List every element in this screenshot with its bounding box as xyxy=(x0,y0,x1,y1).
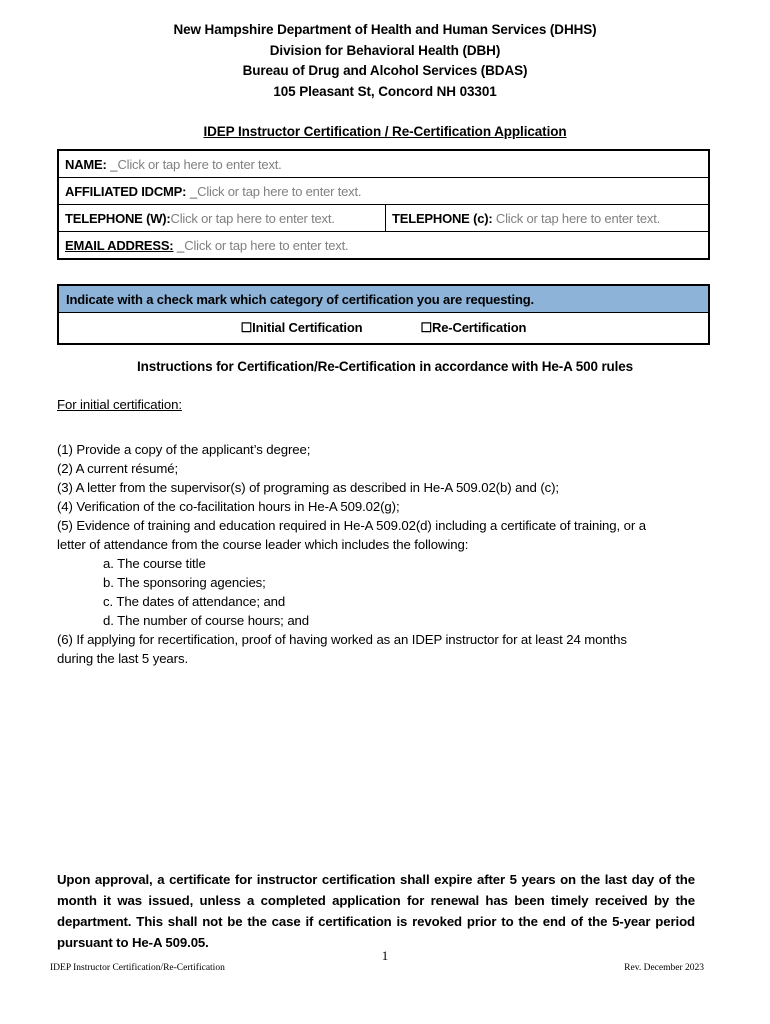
instruction-item-6-continued: during the last 5 years. xyxy=(57,651,189,666)
field-value-affiliated-idcmp: Click or tap here to enter text. xyxy=(197,183,362,199)
field-label-telephone-cell: TELEPHONE (c): xyxy=(392,210,493,226)
closing-paragraph: Upon approval, a certificate for instructor certification shall expire after 5 years on the last day of the month it was issued, unless a completed application for renewal has been timely received by the department. This shall not be the case if certification is revoked prior to the end of the 5-year period pursuant to He-A 509.05. xyxy=(57,872,695,950)
document-footer xyxy=(50,963,704,973)
document-header xyxy=(0,0,770,102)
instruction-subitem-c: c. The dates of attendance; and xyxy=(103,594,286,609)
table-row xyxy=(58,285,709,313)
agency-line-1: New Hampshire Department of Health and Human Services (DHHS) xyxy=(173,22,597,37)
instructions-heading: Instructions for Certification/Re-Certification in accordance with He-A 500 rules xyxy=(137,359,633,374)
category-banner: Indicate with a check mark which category of certification you are requesting. xyxy=(58,285,709,313)
instruction-item-5: (5) Evidence of training and education required in He-A 509.02(d) including a certificate of training, or a xyxy=(57,518,646,533)
instruction-item-2: (2) A current résumé; xyxy=(57,461,179,476)
table-row xyxy=(58,150,709,178)
agency-line-2: Division for Behavioral Health (DBH) xyxy=(269,42,501,58)
footer-right-text: Rev. December 2023 xyxy=(624,963,704,973)
agency-address: 105 Pleasant St, Concord NH 03301 xyxy=(273,83,497,99)
checkbox-label-initial-certification: Initial Certification xyxy=(252,320,363,335)
instruction-subitem-d: d. The number of course hours; and xyxy=(103,613,310,628)
field-label-email-address: EMAIL ADDRESS: xyxy=(65,237,174,253)
instruction-item-6: (6) If applying for recertification, proof of having worked as an IDEP instructor for at least 24 months xyxy=(57,632,627,647)
instruction-item-4: (4) Verification of the co-facilitation hours in He-A 509.02(g); xyxy=(57,499,400,514)
field-label-name: NAME: xyxy=(65,156,107,172)
checkbox-icon[interactable]: ☐ xyxy=(240,320,253,335)
page-title-text: IDEP Instructor Certification / Re-Certification Application xyxy=(203,124,567,139)
field-telephone-work[interactable] xyxy=(58,205,386,232)
field-label-telephone-work: TELEPHONE (W): xyxy=(65,210,171,226)
agency-line-3: Bureau of Drug and Alcohol Services (BDAS) xyxy=(242,63,528,78)
field-value-telephone-work: Click or tap here to enter text. xyxy=(170,210,335,226)
instructions-body xyxy=(57,395,697,668)
field-value-email-address: Click or tap here to enter text. xyxy=(184,237,349,253)
page-title xyxy=(0,124,770,139)
instruction-subitem-a: a. The course title xyxy=(103,556,206,571)
instruction-item-1: (1) Provide a copy of the applicant’s degree; xyxy=(57,442,311,457)
field-telephone-cell[interactable] xyxy=(386,205,710,232)
table-row xyxy=(58,232,709,260)
applicant-info-table xyxy=(57,149,710,260)
field-email-address[interactable]: EMAIL ADDRESS: _Click or tap here to enter text. xyxy=(58,232,709,260)
page-number: 1 xyxy=(381,948,389,963)
category-options xyxy=(58,313,709,345)
checkbox-label-re-certification: Re-Certification xyxy=(431,320,527,335)
field-affiliated-idcmp[interactable]: AFFILIATED IDCMP: _Click or tap here to enter text. xyxy=(58,178,709,205)
table-row xyxy=(58,205,709,232)
field-value-name: Click or tap here to enter text. xyxy=(117,156,282,172)
field-name[interactable]: NAME: _Click or tap here to enter text. xyxy=(58,150,709,178)
instructions-subheading: For initial certification: xyxy=(57,397,182,412)
table-row xyxy=(58,178,709,205)
field-value-telephone-cell: Click or tap here to enter text. xyxy=(495,210,661,226)
checkbox-initial-certification[interactable] xyxy=(241,320,363,336)
table-row xyxy=(58,313,709,345)
checkbox-icon[interactable]: ☐ xyxy=(420,320,432,335)
instruction-item-5-continued: letter of attendance from the course leader which includes the following: xyxy=(57,537,469,552)
instruction-subitem-b: b. The sponsoring agencies; xyxy=(103,575,266,590)
instruction-item-3: (3) A letter from the supervisor(s) of programing as described in He-A 509.02(b) and (c); xyxy=(57,480,559,495)
field-label-affiliated-idcmp: AFFILIATED IDCMP: xyxy=(65,183,187,199)
certification-category-box xyxy=(57,284,710,345)
footer-left-text: IDEP Instructor Certification/Re-Certification xyxy=(50,963,225,973)
checkbox-re-certification[interactable] xyxy=(420,320,526,336)
